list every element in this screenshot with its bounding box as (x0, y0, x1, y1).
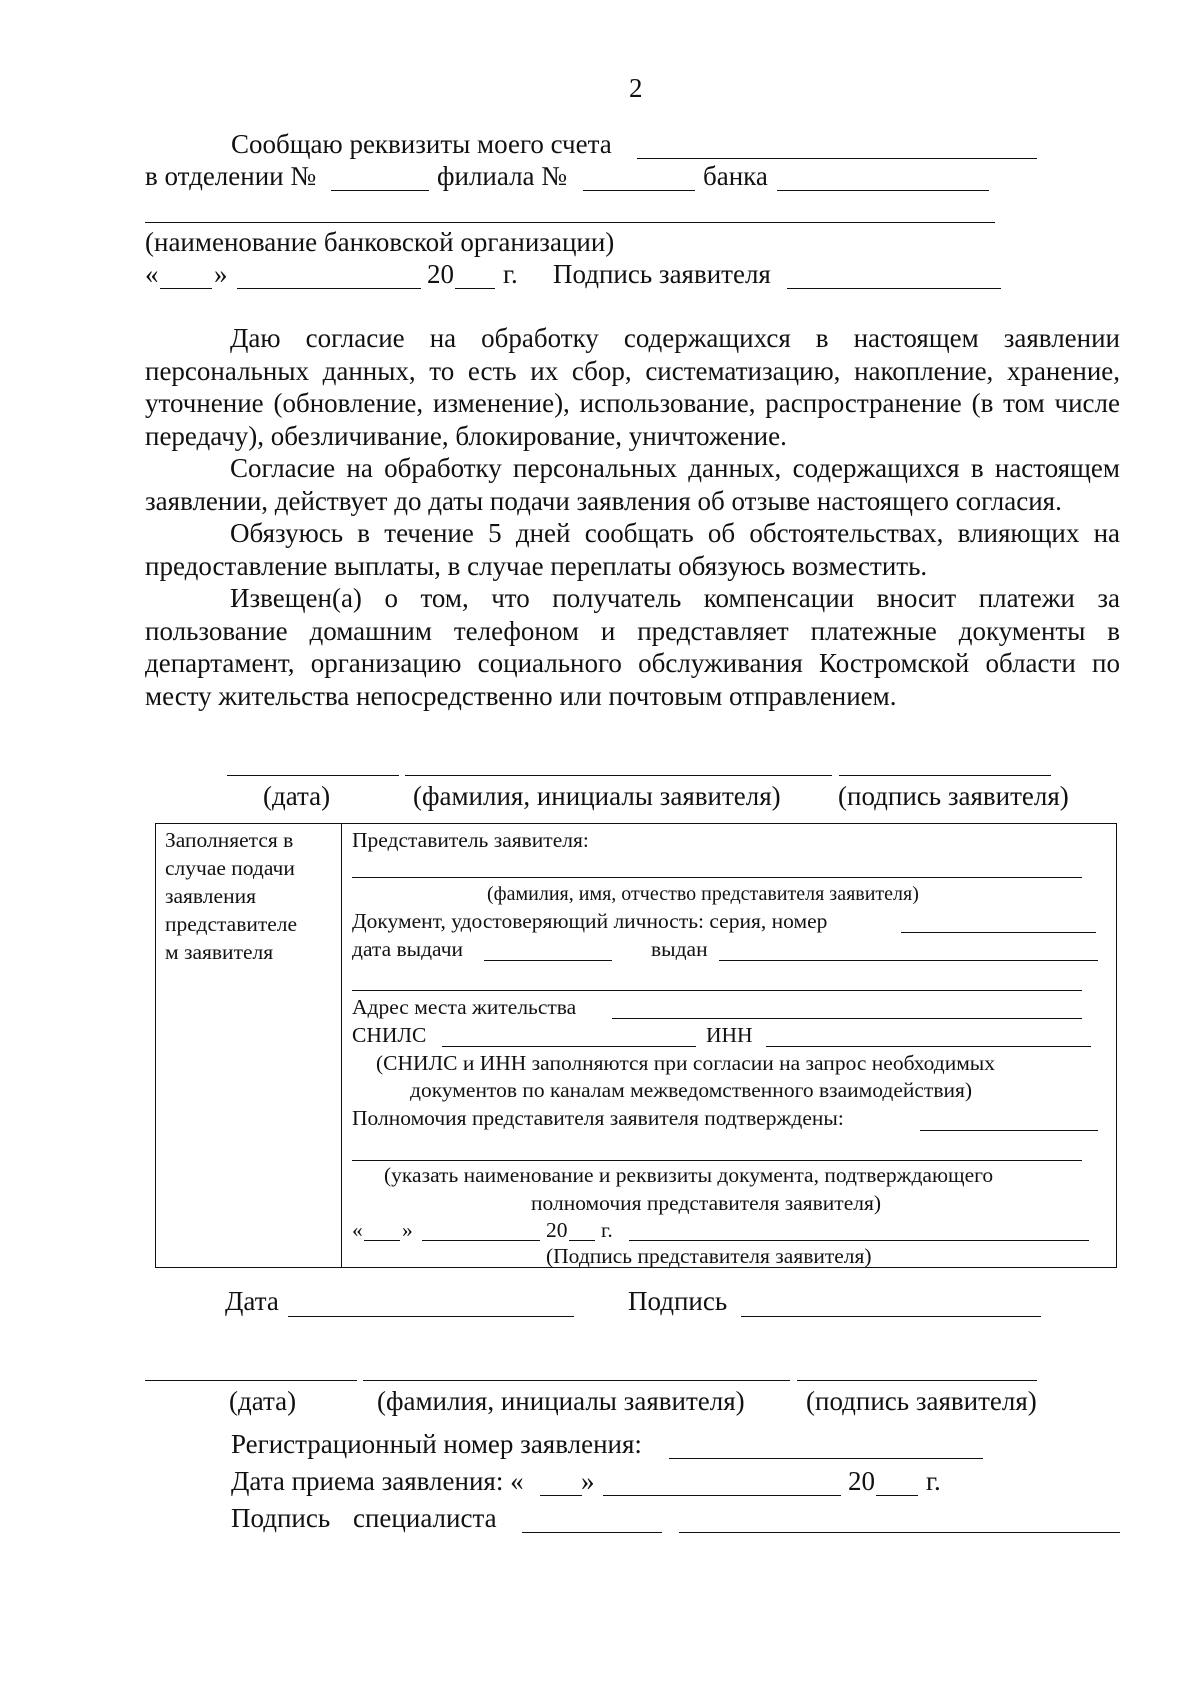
date-caption-2: (дата) (229, 1386, 297, 1416)
applicant-signature-label: Подпись заявителя (553, 259, 771, 289)
authority-continuation-field[interactable] (352, 1160, 1082, 1161)
issue-date-field[interactable] (484, 960, 612, 961)
consent-text (145, 322, 1120, 712)
name-signature-line-2[interactable] (363, 1380, 790, 1381)
specialist-signature-field[interactable] (522, 1532, 662, 1533)
date-caption: (дата) (263, 781, 331, 811)
bank-name-field[interactable] (777, 190, 989, 191)
applicant-signature-field[interactable] (787, 288, 1001, 289)
bank-label: банка (703, 161, 768, 191)
address-label: Адрес места жительства (352, 995, 577, 1019)
snils-field[interactable] (442, 1046, 696, 1047)
rep-year-suffix: г. (601, 1218, 613, 1242)
date-field[interactable] (288, 1316, 574, 1317)
authority-field[interactable] (920, 1130, 1098, 1131)
inn-label: ИНН (706, 1023, 753, 1047)
date-open-quote: « (145, 259, 159, 289)
snils-label: СНИЛС (352, 1023, 427, 1047)
representative-label-line-2: случае подачи (165, 856, 295, 880)
department-label: в отделении № (145, 161, 317, 191)
rep-signature-caption: (Подпись представителя заявителя) (546, 1244, 872, 1268)
bank-organization-field[interactable] (145, 222, 995, 223)
rep-year-prefix: 20 (546, 1218, 568, 1242)
authority-doc-caption-1: (указать наименование и реквизиты документа, подтверждающего (384, 1163, 994, 1187)
authority-doc-caption-2: полномочия представителя заявителя) (531, 1191, 882, 1215)
id-document-label: Документ, удостоверяющий личность: серия, номер (352, 909, 828, 933)
rep-month-field[interactable] (422, 1240, 540, 1241)
name-caption-2: (фамилия, инициалы заявителя) (377, 1386, 745, 1416)
signature-caption: (подпись заявителя) (838, 781, 1069, 811)
snils-inn-note-1: (СНИЛС и ИНН заполняются при согласии на запрос необходимых (376, 1051, 995, 1075)
consent-paragraph-3: Обязуюсь в течение 5 дней сообщать об обстоятельствах, влияющих на предоставление выплаты, в случае переплаты обязуюсь возместить. (145, 518, 1120, 581)
consent-paragraph-1: Даю согласие на обработку содержащихся в настоящем заявлении персональных данных, то есть их сбор, систематизацию, накопление, хранение, уточнение (обновление, изменение), использование, распространение (в том числе передачу), обезличивание, блокирование, уничтожение. (145, 323, 1120, 451)
id-document-field[interactable] (901, 932, 1096, 933)
receipt-date-close-quote: » (581, 1466, 595, 1496)
account-requisites-label: Сообщаю реквизиты моего счета (231, 129, 612, 159)
representative-label-line-3: заявления (165, 884, 256, 908)
signature-caption-2: (подпись заявителя) (806, 1386, 1037, 1416)
issued-by-continuation-field[interactable] (352, 990, 1082, 991)
rep-date-close-quote: » (402, 1218, 413, 1242)
inn-field[interactable] (766, 1046, 1091, 1047)
issued-by-field[interactable] (719, 960, 1098, 961)
branch-label: филиала № (437, 161, 568, 191)
representative-label-line-4: представителе (165, 912, 298, 936)
rep-signature-field[interactable] (629, 1240, 1089, 1241)
registration-number-field[interactable] (669, 1458, 983, 1459)
month-field[interactable] (237, 288, 421, 289)
registration-number-label: Регистрационный номер заявления: (231, 1429, 642, 1459)
bank-organization-caption: (наименование банковской организации) (145, 227, 615, 257)
address-field[interactable] (612, 1018, 1082, 1019)
rep-year-field[interactable] (569, 1240, 595, 1241)
day-field[interactable] (160, 288, 212, 289)
receipt-month-field[interactable] (603, 1495, 841, 1496)
year-prefix: 20 (427, 259, 454, 289)
section-divider (341, 824, 342, 1267)
snils-inn-note-2: документов по каналам межведомственного взаимодействия) (410, 1078, 973, 1102)
receipt-year-prefix: 20 (848, 1466, 875, 1496)
specialist-signature-label: Подпись (231, 1503, 331, 1533)
representative-fio-field[interactable] (352, 877, 1082, 878)
year-suffix: г. (503, 259, 518, 289)
authority-label: Полномочия представителя заявителя подтверждены: (352, 1106, 844, 1130)
page-number: 2 (629, 73, 643, 103)
date-signature-line[interactable] (227, 775, 399, 776)
name-caption: (фамилия, инициалы заявителя) (413, 781, 781, 811)
branch-number-field[interactable] (583, 190, 695, 191)
rep-day-field[interactable] (364, 1240, 400, 1241)
consent-paragraph-2: Согласие на обработку персональных данных, содержащихся в настоящем заявлении, действует до даты подачи заявления об отзыве настоящего согласия. (145, 453, 1120, 516)
specialist-signature-label-2: специалиста (353, 1503, 497, 1533)
rep-date-open-quote: « (352, 1218, 363, 1242)
receipt-year-suffix: г. (926, 1466, 941, 1496)
receipt-date-label: Дата приема заявления: « (231, 1466, 524, 1496)
account-number-field[interactable] (637, 158, 1037, 159)
year-field[interactable] (455, 288, 495, 289)
issued-by-label: выдан (651, 937, 708, 961)
issue-date-label: дата выдачи (352, 937, 464, 961)
receipt-year-field[interactable] (876, 1495, 918, 1496)
applicant-signature-line-2[interactable] (797, 1380, 1037, 1381)
signature-field[interactable] (741, 1316, 1041, 1317)
date-signature-line-2[interactable] (145, 1380, 357, 1381)
consent-paragraph-4: Извещен(а) о том, что получатель компенсации вносит платежи за пользование домашним телефоном и представляет платежные документы в департамент, организацию социального обслуживания Костромской области по месту жительства непосредственно или почтовым отправлением. (145, 583, 1120, 711)
specialist-name-field[interactable] (679, 1532, 1120, 1533)
representative-label-line-5: м заявителя (165, 940, 274, 964)
representative-title: Представитель заявителя: (352, 828, 589, 852)
receipt-day-field[interactable] (540, 1495, 582, 1496)
date-close-quote: » (214, 259, 228, 289)
name-signature-line[interactable] (405, 775, 832, 776)
representative-fio-caption: (фамилия, имя, отчество представителя заявителя) (487, 883, 919, 905)
date-label: Дата (225, 1286, 279, 1316)
representative-label-line-1: Заполняется в (165, 828, 294, 852)
applicant-signature-line[interactable] (839, 775, 1051, 776)
signature-label: Подпись (628, 1286, 728, 1316)
department-number-field[interactable] (331, 190, 429, 191)
